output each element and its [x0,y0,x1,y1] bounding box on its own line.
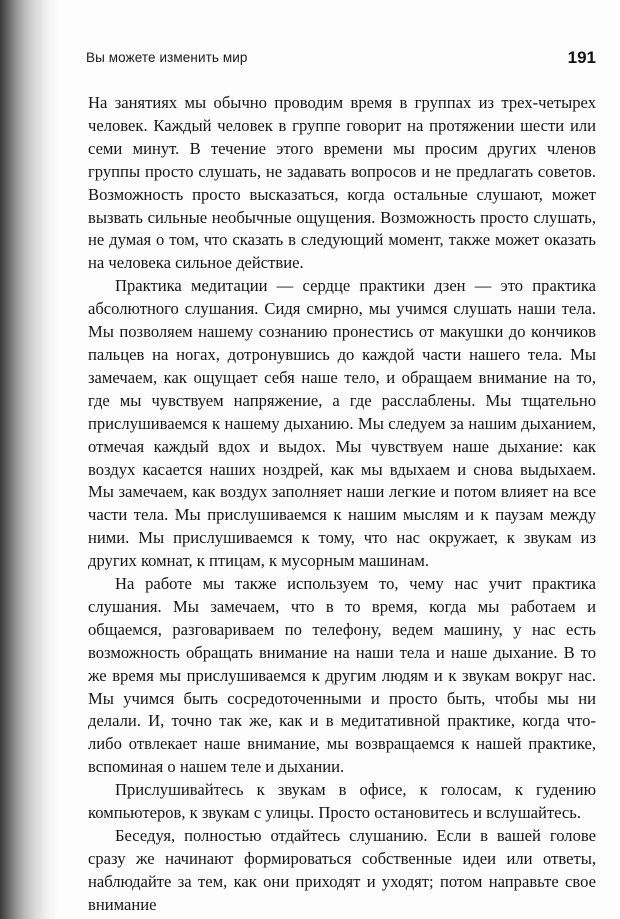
running-title: Вы можете изменить мир [86,50,248,65]
paragraph-2: Практика медитации — сердце практики дзен — это практика абсолютного слушания. Сидя смирно, мы учимся слушать наши тела. Мы позволяем нашему сознанию пронестись от макушки до кончиков пальцев на ногах, дотронувшись до каждой части нашего тела. Мы замечаем, как ощущает себя наше тело, и обращаем внимание на то, где мы чувствуем напряжение, а где расслаблены. Мы тщательно прислушиваемся к нашему дыханию. Мы следуем за нашим дыханием, отмечая каждый вдох и выдох. Мы чувствуем наше дыхание: как воздух касается наших ноздрей, как мы вдыхаем и снова выдыхаем. Мы замечаем, как воздух заполняет наши легкие и потом влияет на все части тела. Мы прислушиваемся к нашим мыслям и к паузам между ними. Мы прислушиваемся к тому, что нас окружает, к звукам из других комнат, к птицам, к мусорным машинам. [88,276,596,571]
page-number: 191 [567,48,596,67]
body-text [88,92,596,917]
paragraph-3: На работе мы также используем то, чему нас учит практика слушания. Мы замечаем, что в то время, когда мы работаем и общаемся, разговариваем по телефону, ведем машину, у нас есть возможность обращать внимание на наши тела и наше дыхание. В то же время мы прислушиваемся к другим людям и к звукам вокруг нас. Мы учимся быть сосредоточенными и просто быть, чтобы мы ни делали. И, точно так же, как и в медитативной практике, когда что-либо отвлекает наше внимание, мы возвращаемся к нашей практике, вспоминая о нашем теле и дыхании. [88,574,596,777]
book-spine-shadow [0,0,58,919]
paragraph-4: Прислушивайтесь к звукам в офисе, к голосам, к гудению компьютеров, к звукам с улицы. Просто остановитесь и вслушайтесь. [88,780,596,823]
paragraph-1: На занятиях мы обычно проводим время в группах из трех-четырех человек. Каждый человек в группе говорит на протяжении шести или семи минут. В течение этого времени мы просим других членов группы просто слушать, не задавать вопросов и не предлагать советов. Возможность просто высказаться, когда остальные слушают, может вызвать сильные необычные ощущения. Возможность просто слушать, не думая о том, что сказать в следующий момент, также может оказать на человека сильное действие. [88,93,596,273]
paragraph-5: Беседуя, полностью отдайтесь слушанию. Если в вашей голове сразу же начинают формироваться собственные идеи или ответы, наблюдайте за тем, как они приходят и уходят; потом направьте свое внимание [88,826,596,914]
running-header [86,48,596,72]
